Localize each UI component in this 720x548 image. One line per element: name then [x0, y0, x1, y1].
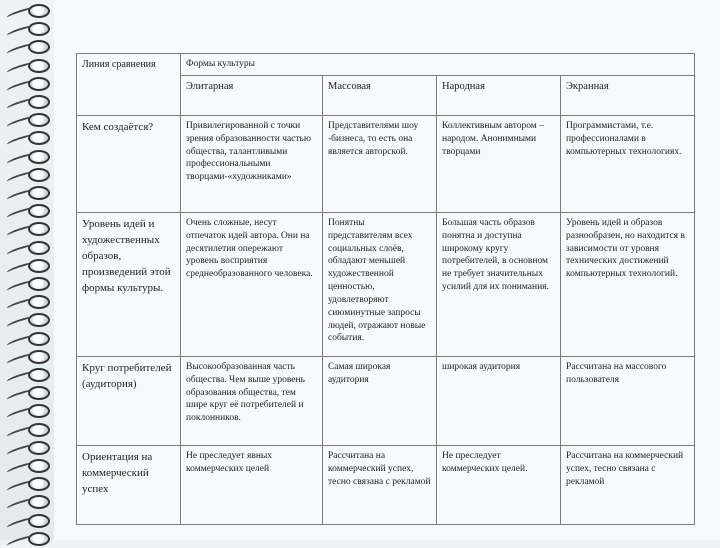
binding-ring [28, 77, 50, 91]
table-cell: Рассчитана на массового пользователя [561, 357, 695, 446]
binding-ring [28, 368, 50, 382]
table-header-row [77, 54, 695, 76]
binding-ring [28, 295, 50, 309]
table-cell: Самая широкая аудитория [323, 357, 437, 446]
table-row [77, 213, 695, 357]
binding-ring [28, 386, 50, 400]
table-cell: широкая аудитория [437, 357, 561, 446]
corner-label: Линия сравнения [77, 54, 181, 116]
table-cell: Высокообразованная часть общества. Чем выше уровень образования общества, тем шире круг её потребителей и поклонников. [181, 357, 323, 446]
binding-ring [28, 441, 50, 455]
binding-ring [28, 40, 50, 54]
binding-ring [28, 404, 50, 418]
binding-ring [28, 150, 50, 164]
table-row [77, 446, 695, 525]
table-cell: Программистами, т.е. профессионалами в компьютерных технологиях. [561, 116, 695, 213]
table-cell: Рассчитана на коммерческий успех, тесно связана с рекламой [323, 446, 437, 525]
table-cell: Представителями шоу -бизнеса, то есть она является авторской. [323, 116, 437, 213]
binding-ring [28, 259, 50, 273]
binding-ring [28, 59, 50, 73]
binding-ring [28, 495, 50, 509]
binding-ring [28, 204, 50, 218]
table-cell: Не преследует коммерческих целей. [437, 446, 561, 525]
binding-ring [28, 514, 50, 528]
binding-ring [28, 4, 50, 18]
binding-ring [28, 168, 50, 182]
binding-ring [28, 186, 50, 200]
binding-ring [28, 459, 50, 473]
group-header: Формы культуры [181, 54, 695, 76]
binding-ring [28, 477, 50, 491]
table-cell: Привилегированной с точки зрения образованности частью общества, талантливыми профессиональными творцами-«художниками» [181, 116, 323, 213]
binding-ring [28, 113, 50, 127]
binding-ring [28, 95, 50, 109]
column-header-elite: Элитарная [181, 76, 323, 116]
table-cell: Уровень идей и образов разнообразен, но находится в зависимости от уровня технических достижений компьютерных технологий. [561, 213, 695, 357]
column-header-mass: Массовая [323, 76, 437, 116]
binding-ring [28, 313, 50, 327]
table-cell: Рассчитана на коммерческий успех, тесно связана с рекламой [561, 446, 695, 525]
binding-ring [28, 332, 50, 346]
table-row [77, 357, 695, 446]
binding-ring [28, 241, 50, 255]
table-cell: Большая часть образов понятна и доступна широкому кругу потребителей, в основном не требует значительных усилий для их понимания. [437, 213, 561, 357]
table-cell: Коллективным автором – народом. Анонимными творцами [437, 116, 561, 213]
binding-ring [28, 222, 50, 236]
binding-ring [28, 423, 50, 437]
table-cell: Не преследует явных коммерческих целей [181, 446, 323, 525]
column-header-folk: Народная [437, 76, 561, 116]
row-label: Кем создаётся? [77, 116, 181, 213]
row-label: Уровень идей и художественных образов, произведений этой формы культуры. [77, 213, 181, 357]
binding-ring [28, 277, 50, 291]
culture-forms-table [76, 53, 695, 525]
table-cell: Понятны представителям всех социальных слоёв, обладают меньшей художественной ценностью, удовлетворяют сиюминутные запросы людей, отражают новые события. [323, 213, 437, 357]
binding-ring [28, 350, 50, 364]
table-cell: Очень сложные, несут отпечаток идей автора. Они на десятилетия опережают уровень восприятия среднеобразованного человека. [181, 213, 323, 357]
row-label: Круг потребителей (аудитория) [77, 357, 181, 446]
binding-ring [28, 22, 50, 36]
row-label: Ориентация на коммерческий успех [77, 446, 181, 525]
binding-ring [28, 131, 50, 145]
table-row [77, 116, 695, 213]
column-header-screen: Экранная [561, 76, 695, 116]
binding-ring [28, 532, 50, 546]
